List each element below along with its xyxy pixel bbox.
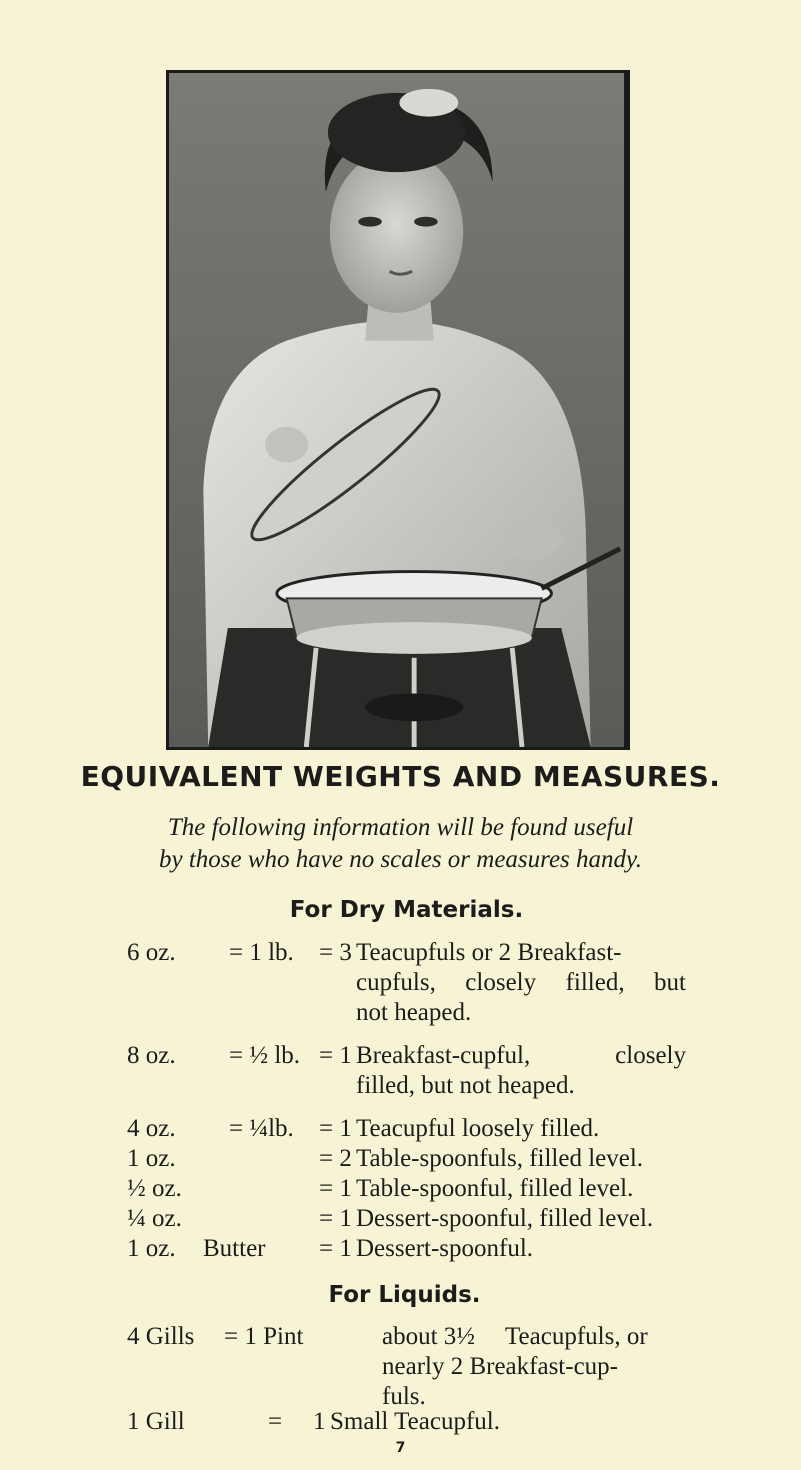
liq-row-2-quantity: 1 Gill [127, 1408, 185, 1435]
liq-row-1-measure-cont: nearly 2 Breakfast-cup- [382, 1353, 618, 1380]
dry-row-2-measure-cont: filled, but not heaped. [356, 1072, 575, 1099]
dry-row-6-measure: Dessert-spoonful, filled level. [356, 1205, 654, 1232]
dry-row-1-equals: = 3 [319, 939, 352, 966]
intro-line-2: by those who have no scales or measures handy. [158, 846, 643, 873]
dry-row-2-equals: = 1 [319, 1042, 352, 1069]
intro-line-1: The following information will be found useful [167, 814, 634, 841]
dry-row-3-weight: = ¼lb. [229, 1115, 294, 1142]
dry-materials-title: For Dry Materials. [289, 897, 524, 923]
dry-row-3-measure: Teacupful loosely filled. [356, 1115, 600, 1142]
liq-row-1-measure-cont2: fuls. [382, 1383, 426, 1410]
liquids-title: For Liquids. [328, 1282, 481, 1308]
dry-row-2-quantity: 8 oz. [127, 1042, 176, 1069]
dry-row-7-equals: = 1 [319, 1235, 352, 1262]
liq-row-1-quantity: 4 Gills [127, 1323, 195, 1350]
dry-row-7-measure: Dessert-spoonful. [356, 1235, 534, 1262]
dry-row-2-weight: = ½ lb. [229, 1042, 301, 1069]
liq-row-1-equals: = 1 Pint [224, 1323, 304, 1350]
photo-illustration [169, 73, 624, 747]
liq-row-1-measure: Teacupfuls, or [505, 1323, 648, 1350]
dry-row-1-weight: = 1 lb. [229, 939, 294, 966]
dry-row-2-measure: Breakfast-cupful, closely [356, 1042, 686, 1069]
dry-row-7-item: Butter [203, 1235, 266, 1262]
liq-row-2-equals: = [268, 1408, 283, 1435]
page-number: 7 [395, 1440, 406, 1456]
photograph-woman-with-chafing-dish [166, 70, 630, 750]
dry-row-6-quantity: ¼ oz. [127, 1205, 182, 1232]
dry-row-4-quantity: 1 oz. [127, 1145, 176, 1172]
dry-row-6-equals: = 1 [319, 1205, 352, 1232]
dry-row-1-measure-cont: cupfuls, closely filled, but [356, 969, 686, 996]
dry-row-3-equals: = 1 [319, 1115, 352, 1142]
page-heading: EQUIVALENT WEIGHTS AND MEASURES. [80, 760, 721, 793]
dry-row-5-measure: Table-spoonful, filled level. [356, 1175, 634, 1202]
liq-row-2-amount: 1 [313, 1408, 326, 1435]
dry-row-5-quantity: ½ oz. [127, 1175, 182, 1202]
dry-row-1-quantity: 6 oz. [127, 939, 176, 966]
liq-row-2-measure: Small Teacupful. [330, 1408, 500, 1435]
liq-row-1-amount: about 3½ [382, 1323, 476, 1350]
dry-row-4-measure: Table-spoonfuls, filled level. [356, 1145, 644, 1172]
dry-row-3-quantity: 4 oz. [127, 1115, 176, 1142]
dry-row-5-equals: = 1 [319, 1175, 352, 1202]
dry-row-4-equals: = 2 [319, 1145, 352, 1172]
dry-row-1-measure: Teacupfuls or 2 Breakfast- [356, 939, 622, 966]
dry-row-1-measure-cont2: not heaped. [356, 999, 472, 1026]
dry-row-7-quantity: 1 oz. [127, 1235, 176, 1262]
intro-text [0, 812, 801, 876]
